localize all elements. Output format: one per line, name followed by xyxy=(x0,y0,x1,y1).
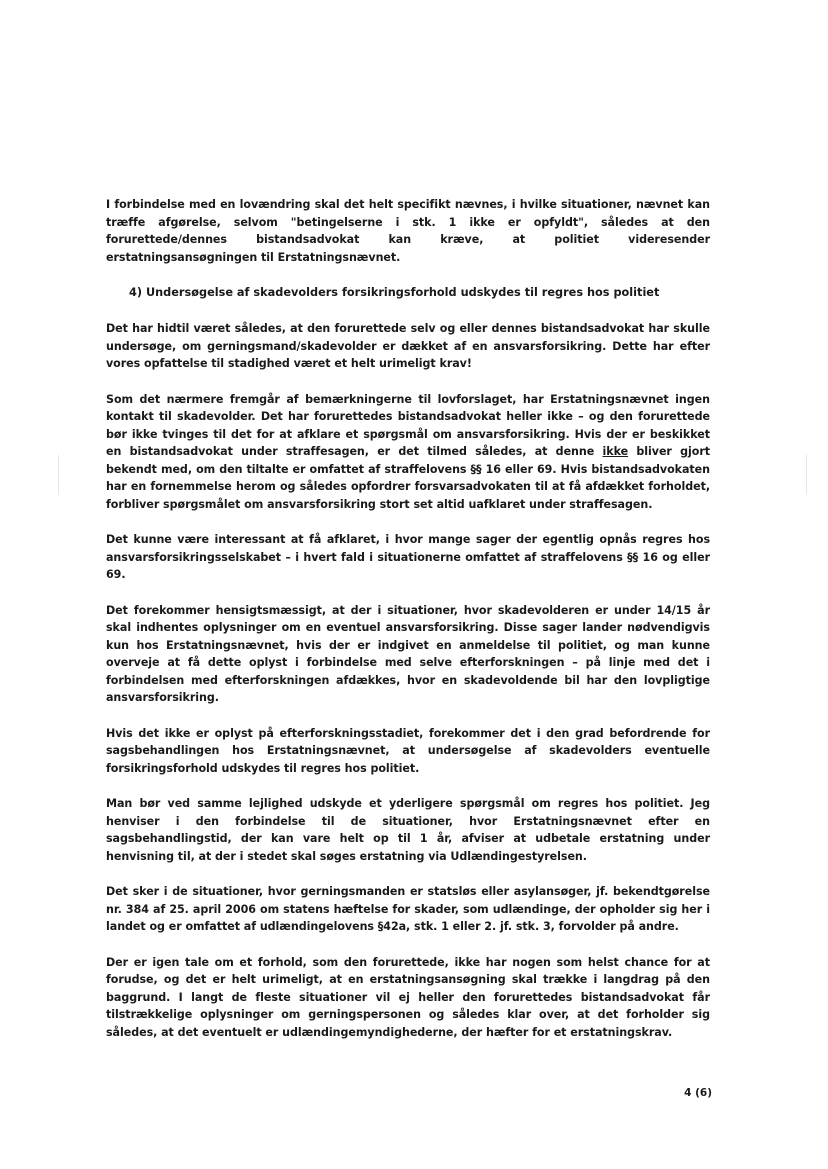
section-heading: 4) Undersøgelse af skadevolders forsikringsforhold udskydes til regres hos politiet xyxy=(129,286,660,299)
paragraph-text: Som det nærmere fremgår af bemærkningerne til lovforslaget, har Erstatningsnævnet ingen kontakt til skadevolder. Det har forurettedes bistandsadvokat heller ikke – og den forurettede bør ikke tvinges til det for at afklare et spørgsmål om ansvarsforsikring. Hvis der er beskikket en bistandsadvokat under straffesagen, er det tilmed således, at denne xyxy=(106,392,710,458)
paragraph: Man bør ved samme lejlighed udskyde et yderligere spørgsmål om regres hos politiet. Jeg henviser i den forbindelse til de situationer, hvor Erstatningsnævnet efter en sagsbehandlingstid, der kan vare helt op til 1 år, afviser at udbetale erstatning under henvisning til, at der i stedet skal søges erstatning via Udlændingestyrelsen. xyxy=(106,797,710,863)
paragraph: Det kunne være interessant at få afklaret, i hvor mange sager der egentlig opnås regres hos ansvarsforsikringsselskabet – i hvert fald i situationerne omfattet af straffelovens §§ 16 og eller 69. xyxy=(106,533,710,581)
paragraph: Det forekommer hensigtsmæssigt, at der i situationer, hvor skadevolderen er under 14/15 år skal indhentes oplysninger om en eventuel ansvarsforsikring. Disse sager lander nødvendigvis kun hos Erstatningsnævnet, hvis der er indgivet en anmeldelse til politiet, og man kunne overveje at få dette oplyst i forbindelse med selve efterforskningen – på linje med det i forbindelsen med efterforskningen afdækkes, hvor en skadevoldende bil har den lovpligtige ansvarsforsikring. xyxy=(106,603,710,704)
paragraph xyxy=(106,391,710,514)
document-body xyxy=(106,196,710,1059)
paragraph: Det sker i de situationer, hvor gerningsmanden er statsløs eller asylansøger, jf. bekendtgørelse nr. 384 af 25. april 2006 om statens hæftelse for skader, som udlændinge, der opholder sig her i landet og er omfattet af udlændingelovens §42a, stk. 1 eller 2. jf. stk. 3, forvolder på andre. xyxy=(106,885,710,933)
paragraph: Der er igen tale om et forhold, som den forurettede, ikke har nogen som helst chance for at forudse, og det er helt urimeligt, at en erstatningsansøgning skal trække i langdrag på den baggrund. I langt de fleste situationer vil ej heller den forurettedes bistandsadvokat får tilstrækkelige oplysninger om gerningspersonen og således klar over, at det forholder sig således, at det eventuelt er udlændingemyndighederne, der hæfter for et erstatningskrav. xyxy=(106,955,710,1039)
paragraph: Hvis det ikke er oplyst på efterforskningsstadiet, forekommer det i den grad befordrende for sagsbehandlingen hos Erstatningsnævnet, at undersøgelse af skadevolders eventuelle forsikringsforhold udskydes til regres hos politiet. xyxy=(106,726,710,775)
scan-artifact-line xyxy=(58,455,59,495)
scan-artifact-line xyxy=(806,455,807,495)
underlined-word: ikke xyxy=(602,445,629,458)
paragraph: I forbindelse med en lovændring skal det helt specifikt nævnes, i hvilke situationer, nævnet kan træffe afgørelse, selvom "betingelserne i stk. 1 ikke er opfyldt", således at den forurettede/dennes bistandsadvokat kan kræve, at politiet videresender erstatningsansøgningen til Erstatningsnævnet. xyxy=(106,198,710,264)
paragraph: Det har hidtil været således, at den forurettede selv og eller dennes bistandsadvokat har skulle undersøge, om gerningsmand/skadevolder er dækket af en ansvarsforsikring. Dette har efter vores opfattelse til stadighed været et helt urimeligt krav! xyxy=(106,322,710,370)
page-number: 4 (6) xyxy=(684,1087,712,1099)
paragraph-text: bliver gjort bekendt med, om den tiltalte er omfattet af straffelovens §§ 16 eller 69. Hvis bistandsadvokaten har en fornemmelse herom og således opfordrer forsvarsadvokaten til at få afdækket forholdet, forbliver spørgsmålet om ansvarsforsikring stort set altid uafklaret under straffesagen. xyxy=(106,445,710,511)
